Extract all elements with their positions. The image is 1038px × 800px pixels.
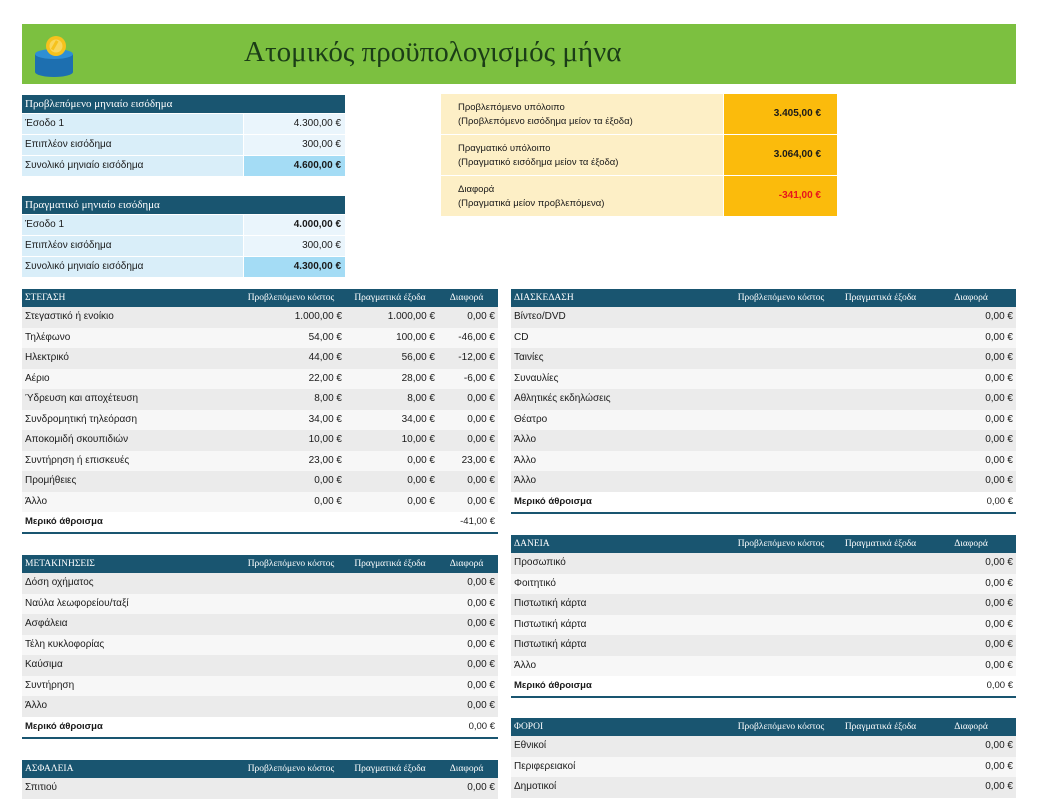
entertainment-table (511, 289, 1016, 514)
difference-cell[interactable]: 0,00 € (467, 495, 495, 507)
loans-subtotal-row (511, 676, 1016, 698)
table-row (22, 492, 498, 513)
subtotal-projected[interactable] (730, 676, 835, 696)
projected-cost-cell[interactable] (240, 594, 345, 615)
actual-cost-cell[interactable]: 0,00 € (407, 475, 435, 486)
income-value[interactable]: 4.000,00 € (244, 215, 345, 235)
table-row (511, 777, 1016, 798)
entertainment-subtotal-row (511, 492, 1016, 514)
projected-cost-cell[interactable]: 54,00 € (308, 331, 342, 343)
income-row (22, 135, 345, 155)
difference-cell[interactable]: 0,00 € (985, 659, 1013, 671)
actual-cost-cell[interactable] (835, 328, 929, 349)
projected-cost-cell[interactable] (240, 635, 345, 656)
projected-cost-cell[interactable]: 8,00 € (314, 393, 342, 404)
summary-value[interactable]: 3.064,00 € (724, 135, 837, 175)
table-row (22, 369, 498, 390)
difference-cell[interactable]: 0,00 € (467, 618, 495, 629)
table-row (22, 655, 498, 676)
actual-cost-cell[interactable] (345, 635, 438, 656)
subtotal-projected[interactable] (240, 717, 345, 737)
table-row (511, 615, 1016, 636)
table-row (22, 471, 498, 492)
actual-cost-cell[interactable] (835, 594, 929, 615)
summary-label-line1: Προβλεπόμενο υπόλοιπο (458, 102, 565, 113)
summary-label (441, 176, 723, 216)
actual-income-table (22, 196, 345, 277)
actual-cost-cell[interactable]: 28,00 € (401, 372, 435, 384)
subtotal-actual[interactable] (835, 492, 929, 512)
expense-label[interactable]: Φοιτητικό (514, 577, 556, 589)
difference-cell[interactable]: 0,00 € (985, 475, 1013, 486)
summary-label (441, 135, 723, 175)
expense-label[interactable]: Άλλο (25, 700, 48, 711)
expense-label[interactable]: Τέλη κυκλοφορίας (25, 638, 105, 650)
projected-cost-cell[interactable]: 10,00 € (308, 434, 342, 445)
projected-cost-cell[interactable] (730, 348, 835, 369)
expense-label[interactable]: Άλλο (514, 434, 537, 445)
actual-cost-cell[interactable] (345, 573, 438, 594)
income-total-value[interactable]: 4.600,00 € (244, 156, 345, 176)
projected-cost-cell[interactable] (730, 451, 835, 472)
expense-label[interactable]: Συνδρομητική τηλεόραση (25, 413, 138, 425)
table-row (511, 553, 1016, 574)
summary-label-line1: Πραγματικό υπόλοιπο (458, 143, 551, 154)
entertainment-title: ΔΙΑΣΚΕΔΑΣΗ (514, 293, 574, 303)
table-row (22, 307, 498, 328)
expense-label[interactable]: Τηλέφωνο (25, 331, 71, 343)
housing-table (22, 289, 498, 534)
income-value[interactable]: 300,00 € (244, 135, 345, 155)
difference-cell[interactable]: 0,00 € (467, 393, 495, 404)
expense-label[interactable]: Προμήθειες (25, 475, 77, 486)
difference-cell[interactable]: 0,00 € (985, 413, 1013, 425)
table-row (22, 573, 498, 594)
income-value[interactable]: 300,00 € (244, 236, 345, 256)
expense-label[interactable]: Ασφάλεια (25, 618, 68, 629)
expense-label[interactable]: Άλλο (514, 659, 537, 671)
expense-label[interactable]: Συναυλίες (514, 372, 559, 384)
income-label[interactable]: Έσοδο 1 (22, 114, 243, 134)
actual-cost-cell[interactable] (835, 553, 929, 574)
difference-cell[interactable]: 0,00 € (467, 577, 495, 588)
actual-cost-cell[interactable] (345, 778, 438, 799)
projected-cost-cell[interactable] (730, 553, 835, 574)
difference-cell[interactable]: -12,00 € (458, 352, 495, 363)
summary-value[interactable]: 3.405,00 € (724, 94, 837, 134)
difference-cell[interactable]: 0,00 € (985, 760, 1013, 772)
coin-jar-icon (32, 32, 76, 78)
difference-cell[interactable]: 0,00 € (467, 597, 495, 609)
expense-label[interactable]: Περιφερειακοί (514, 760, 576, 772)
column-header-diff: Διαφορά (449, 764, 484, 774)
expense-label[interactable]: Δόση οχήματος (25, 577, 94, 588)
insurance-header-row (22, 760, 498, 778)
housing-header-row (22, 289, 498, 307)
projected-cost-cell[interactable] (730, 777, 835, 798)
actual-cost-cell[interactable] (835, 451, 929, 472)
actual-cost-cell[interactable]: 100,00 € (396, 331, 435, 343)
income-label[interactable]: Έσοδο 1 (22, 215, 243, 235)
actual-cost-cell[interactable] (835, 348, 929, 369)
actual-cost-cell[interactable]: 0,00 € (407, 454, 435, 466)
table-row (511, 736, 1016, 757)
table-row (511, 451, 1016, 472)
actual-cost-cell[interactable] (835, 430, 929, 451)
projected-cost-cell[interactable] (730, 430, 835, 451)
column-header-actual: Πραγματικά έξοδα (354, 559, 426, 569)
income-row (22, 114, 345, 134)
table-row (511, 369, 1016, 390)
difference-cell[interactable]: 0,00 € (985, 740, 1013, 751)
subtotal-actual[interactable] (345, 717, 438, 737)
difference-cell[interactable]: 0,00 € (985, 781, 1013, 792)
summary-row-projected-balance (441, 94, 837, 134)
table-row (22, 594, 498, 615)
projected-cost-cell[interactable]: 44,00 € (308, 352, 342, 363)
subtotal-actual[interactable] (835, 676, 929, 696)
column-header-projected: Προβλεπόμενο κόστος (737, 722, 825, 732)
table-row (511, 410, 1016, 431)
expense-label[interactable]: Ηλεκτρικό (25, 352, 69, 363)
summary-label-line1: Διαφορά (458, 184, 495, 195)
projected-cost-cell[interactable] (730, 594, 835, 615)
actual-cost-cell[interactable] (835, 389, 929, 410)
subtotal-projected[interactable] (730, 492, 835, 512)
expense-label[interactable]: Πιστωτική κάρτα (514, 639, 587, 650)
difference-cell[interactable]: 0,00 € (985, 352, 1013, 363)
column-header-diff: Διαφορά (954, 293, 988, 303)
projected-cost-cell[interactable] (730, 757, 835, 778)
subtotal-diff[interactable]: -41,00 € (460, 516, 495, 527)
actual-cost-cell[interactable]: 0,00 € (407, 495, 435, 507)
table-row (22, 328, 498, 349)
actual-cost-cell[interactable] (835, 574, 929, 595)
income-total-row (22, 257, 345, 277)
expense-label[interactable]: Καύσιμα (25, 659, 63, 670)
difference-cell[interactable]: 0,00 € (985, 372, 1013, 384)
summary-value-negative[interactable]: -341,00 € (724, 176, 837, 216)
column-header-diff: Διαφορά (954, 539, 988, 549)
projected-cost-cell[interactable] (730, 328, 835, 349)
table-row (22, 676, 498, 697)
expense-label[interactable]: Συντήρηση (25, 679, 75, 691)
summary-label-line2: (Πραγματικό εισόδημα μείον τα έξοδα) (458, 157, 619, 168)
difference-cell[interactable]: -6,00 € (463, 372, 495, 384)
housing-title: ΣΤΕΓΑΣΗ (25, 293, 66, 303)
actual-cost-cell[interactable] (345, 676, 438, 697)
difference-cell[interactable]: 0,00 € (985, 434, 1013, 445)
difference-cell[interactable]: -46,00 € (458, 331, 495, 343)
difference-cell[interactable]: 0,00 € (985, 454, 1013, 466)
balance-summary (441, 94, 837, 217)
expense-label[interactable]: Πιστωτική κάρτα (514, 618, 587, 630)
difference-cell[interactable]: 0,00 € (985, 557, 1013, 568)
table-row (22, 410, 498, 431)
actual-cost-cell[interactable] (345, 594, 438, 615)
actual-cost-cell[interactable] (345, 614, 438, 635)
difference-cell[interactable]: 0,00 € (985, 577, 1013, 589)
difference-cell[interactable]: 0,00 € (467, 413, 495, 425)
actual-cost-cell[interactable]: 1.000,00 € (387, 311, 435, 322)
actual-cost-cell[interactable] (835, 736, 929, 757)
difference-cell[interactable]: 0,00 € (467, 475, 495, 486)
table-row (22, 430, 498, 451)
taxes-table (511, 718, 1016, 798)
table-row (22, 778, 498, 799)
subtotal-label: Μερικό άθροισμα (514, 680, 592, 691)
insurance-table (22, 760, 498, 799)
actual-cost-cell[interactable] (835, 471, 929, 492)
actual-cost-cell[interactable]: 8,00 € (407, 393, 435, 404)
actual-cost-cell[interactable] (835, 635, 929, 656)
expense-label[interactable]: Ύδρευση και αποχέτευση (25, 393, 139, 404)
projected-cost-cell[interactable] (730, 307, 835, 328)
projected-cost-cell[interactable] (730, 410, 835, 431)
table-row (511, 389, 1016, 410)
difference-cell[interactable]: 0,00 € (467, 311, 495, 322)
transport-header-row (22, 555, 498, 573)
income-total-value[interactable]: 4.300,00 € (244, 257, 345, 277)
expense-label[interactable]: Θέατρο (514, 413, 548, 425)
loans-title: ΔΑΝΕΙΑ (514, 539, 550, 549)
subtotal-diff[interactable]: 0,00 € (468, 720, 495, 732)
table-row (511, 656, 1016, 677)
projected-income-table (22, 95, 345, 176)
actual-cost-cell[interactable] (835, 615, 929, 636)
expense-label[interactable]: Βίντεο/DVD (514, 311, 566, 322)
difference-cell[interactable]: 0,00 € (985, 393, 1013, 404)
column-header-projected: Προβλεπόμενο κόστος (737, 539, 825, 549)
column-header-diff: Διαφορά (954, 722, 988, 732)
expense-label[interactable]: Προσωπικό (514, 557, 566, 568)
column-header-diff: Διαφορά (449, 559, 484, 569)
subtotal-projected[interactable] (240, 512, 345, 532)
summary-label-line2: (Πραγματικά μείον προβλεπόμενα) (458, 198, 605, 209)
table-row (22, 635, 498, 656)
projected-income-header: Προβλεπόμενο μηνιαίο εισόδημα (22, 95, 345, 113)
actual-cost-cell[interactable] (835, 777, 929, 798)
income-label[interactable]: Επιπλέον εισόδημα (22, 236, 243, 256)
income-row (22, 215, 345, 235)
projected-cost-cell[interactable] (730, 389, 835, 410)
difference-cell[interactable]: 0,00 € (467, 434, 495, 445)
column-header-diff: Διαφορά (449, 293, 484, 303)
difference-cell[interactable]: 0,00 € (467, 659, 495, 670)
income-total-label[interactable]: Συνολικό μηνιαίο εισόδημα (22, 257, 243, 277)
column-header-actual: Πραγματικά έξοδα (844, 293, 917, 303)
subtotal-diff[interactable]: 0,00 € (986, 495, 1013, 507)
table-row (22, 389, 498, 410)
projected-cost-cell[interactable] (240, 696, 345, 717)
expense-label[interactable]: Άλλο (25, 495, 48, 507)
column-header-projected: Προβλεπόμενο κόστος (247, 764, 335, 774)
projected-cost-cell[interactable] (240, 778, 345, 799)
summary-row-difference (441, 176, 837, 216)
projected-cost-cell[interactable]: 22,00 € (308, 372, 342, 384)
difference-cell[interactable]: 0,00 € (985, 331, 1013, 343)
projected-cost-cell[interactable] (730, 471, 835, 492)
actual-cost-cell[interactable] (835, 410, 929, 431)
actual-cost-cell[interactable] (835, 369, 929, 390)
table-row (511, 574, 1016, 595)
taxes-title: ΦΟΡΟΙ (514, 722, 544, 732)
summary-label (441, 94, 723, 134)
projected-cost-cell[interactable] (240, 655, 345, 676)
expense-label[interactable]: Άλλο (514, 454, 537, 466)
projected-cost-cell[interactable] (730, 736, 835, 757)
actual-cost-cell[interactable]: 56,00 € (401, 352, 435, 363)
expense-label[interactable]: Αθλητικές εκδηλώσεις (514, 393, 611, 404)
difference-cell[interactable]: 0,00 € (985, 639, 1013, 650)
projected-cost-cell[interactable]: 23,00 € (308, 454, 342, 466)
income-value[interactable]: 4.300,00 € (244, 114, 345, 134)
expense-label[interactable]: Στεγαστικό ή ενοίκιο (25, 311, 114, 322)
projected-cost-cell[interactable] (240, 676, 345, 697)
subtotal-label: Μερικό άθροισμα (25, 720, 103, 732)
projected-cost-cell[interactable]: 0,00 € (314, 475, 342, 486)
insurance-title: ΑΣΦΑΛΕΙΑ (25, 764, 74, 774)
projected-cost-cell[interactable]: 34,00 € (308, 413, 342, 425)
subtotal-label: Μερικό άθροισμα (514, 495, 592, 507)
difference-cell[interactable]: 0,00 € (467, 782, 495, 793)
expense-label[interactable]: Εθνικοί (514, 740, 547, 751)
actual-cost-cell[interactable] (835, 307, 929, 328)
difference-cell[interactable]: 23,00 € (461, 454, 495, 466)
expense-label[interactable]: Σπιτιού (25, 782, 58, 793)
projected-cost-cell[interactable] (240, 614, 345, 635)
income-total-label[interactable]: Συνολικό μηνιαίο εισόδημα (22, 156, 243, 176)
transport-table (22, 555, 498, 739)
difference-cell[interactable]: 0,00 € (985, 598, 1013, 609)
housing-subtotal-row (22, 512, 498, 534)
table-row (511, 471, 1016, 492)
subtotal-diff[interactable]: 0,00 € (986, 680, 1013, 691)
expense-label[interactable]: Δημοτικοί (514, 781, 557, 792)
column-header-projected: Προβλεπόμενο κόστος (737, 293, 825, 303)
expense-label[interactable]: Αποκομιδή σκουπιδιών (25, 434, 129, 445)
expense-label[interactable]: Ταινίες (514, 352, 544, 363)
table-row (22, 348, 498, 369)
income-row (22, 236, 345, 256)
loans-header-row (511, 535, 1016, 553)
table-row (511, 328, 1016, 349)
projected-cost-cell[interactable]: 0,00 € (314, 495, 342, 507)
expense-label[interactable]: Άλλο (514, 475, 537, 486)
column-header-projected: Προβλεπόμενο κόστος (247, 293, 335, 303)
subtotal-label: Μερικό άθροισμα (25, 516, 103, 527)
actual-cost-cell[interactable] (835, 757, 929, 778)
transport-title: ΜΕΤΑΚΙΝΗΣΕΙΣ (25, 559, 95, 569)
table-row (22, 614, 498, 635)
projected-cost-cell[interactable] (730, 615, 835, 636)
table-row (22, 696, 498, 717)
column-header-actual: Πραγματικά έξοδα (354, 764, 426, 774)
column-header-actual: Πραγματικά έξοδα (354, 293, 426, 303)
transport-subtotal-row (22, 717, 498, 739)
actual-cost-cell[interactable] (345, 696, 438, 717)
projected-cost-cell[interactable] (240, 573, 345, 594)
income-label[interactable]: Επιπλέον εισόδημα (22, 135, 243, 155)
table-row (511, 430, 1016, 451)
actual-income-header: Πραγματικό μηνιαίο εισόδημα (22, 196, 345, 214)
difference-cell[interactable]: 0,00 € (985, 618, 1013, 630)
expense-label[interactable]: Πιστωτική κάρτα (514, 598, 587, 609)
expense-label[interactable]: CD (514, 331, 529, 343)
entertainment-header-row (511, 289, 1016, 307)
subtotal-actual[interactable] (345, 512, 438, 532)
actual-cost-cell[interactable] (345, 655, 438, 676)
column-header-projected: Προβλεπόμενο κόστος (247, 559, 335, 569)
projected-cost-cell[interactable] (730, 656, 835, 677)
table-row (511, 757, 1016, 778)
expense-label[interactable]: Ναύλα λεωφορείου/ταξί (25, 597, 129, 609)
difference-cell[interactable]: 0,00 € (467, 679, 495, 691)
page-title: Ατομικός προϋπολογισμός μήνα (244, 36, 622, 68)
difference-cell[interactable]: 0,00 € (467, 700, 495, 711)
loans-table (511, 535, 1016, 698)
projected-cost-cell[interactable] (730, 635, 835, 656)
table-row (511, 594, 1016, 615)
table-row (511, 635, 1016, 656)
table-row (511, 348, 1016, 369)
actual-cost-cell[interactable]: 34,00 € (401, 413, 435, 425)
expense-label[interactable]: Αέριο (25, 372, 50, 384)
expense-label[interactable]: Συντήρηση ή επισκευές (25, 454, 130, 466)
difference-cell[interactable]: 0,00 € (985, 311, 1013, 322)
column-header-actual: Πραγματικά έξοδα (844, 722, 917, 732)
taxes-header-row (511, 718, 1016, 736)
actual-cost-cell[interactable]: 10,00 € (401, 434, 435, 445)
title-banner (22, 24, 1016, 84)
difference-cell[interactable]: 0,00 € (467, 638, 495, 650)
summary-row-actual-balance (441, 135, 837, 175)
income-total-row (22, 156, 345, 176)
summary-label-line2: (Προβλεπόμενο εισόδημα μείον τα έξοδα) (458, 116, 633, 127)
projected-cost-cell[interactable] (730, 369, 835, 390)
column-header-actual: Πραγματικά έξοδα (844, 539, 917, 549)
projected-cost-cell[interactable] (730, 574, 835, 595)
projected-cost-cell[interactable]: 1.000,00 € (294, 311, 342, 322)
table-row (511, 307, 1016, 328)
table-row (22, 451, 498, 472)
actual-cost-cell[interactable] (835, 656, 929, 677)
